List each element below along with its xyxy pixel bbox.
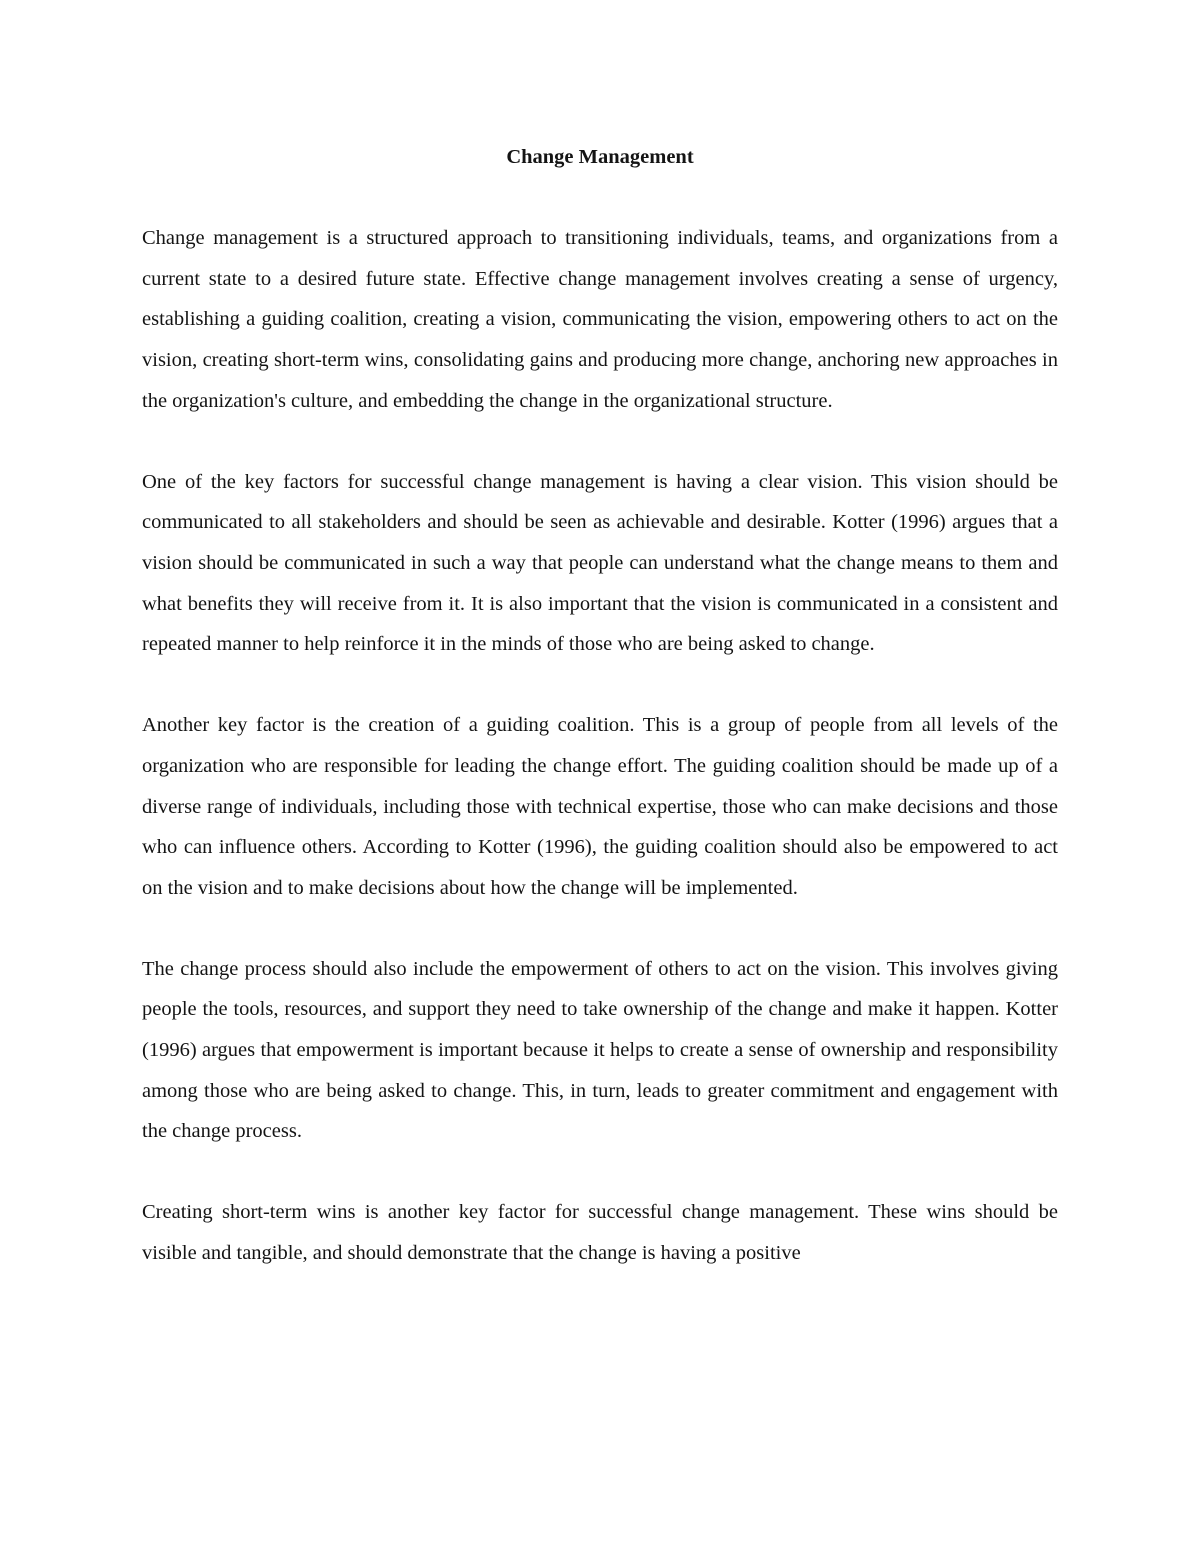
title-spacer [142, 178, 1058, 219]
document-body [142, 137, 1058, 1274]
paragraph-spacer [142, 421, 1058, 462]
paragraph-empowerment: The change process should also include the empowerment of others to act on the vision. This involves giving people the tools, resources, and support they need to take ownership of the change and make it happen. Kotter (1996) argues that empowerment is important because it helps to create a sense of ownership and responsibility among those who are being asked to change. This, in turn, leads to greater commitment and engagement with the change process. [142, 957, 1058, 1143]
paragraph-spacer [142, 1152, 1058, 1193]
paragraph-intro: Change management is a structured approach to transitioning individuals, teams, and organizations from a current state to a desired future state. Effective change management involves creating a sense of urgency, establishing a guiding coalition, creating a vision, communicating the vision, empowering others to act on the vision, creating short-term wins, consolidating gains and producing more change, anchoring new approaches in the organization's culture, and embedding the change in the organizational structure. [142, 227, 1058, 412]
paragraph-short-term-wins: Creating short-term wins is another key factor for successful change management. These wins should be visible and tangible, and should demonstrate that the change is having a positive [142, 1201, 1058, 1265]
paragraph-spacer [142, 908, 1058, 949]
paragraph-clear-vision: One of the key factors for successful change management is having a clear vision. This vision should be communicated to all stakeholders and should be seen as achievable and desirable. Kotter (1996) argues that a vision should be communicated in such a way that people can understand what the change means to them and what benefits they will receive from it. It is also important that the vision is communicated in a consistent and repeated manner to help reinforce it in the minds of those who are being asked to change. [142, 470, 1058, 656]
paragraph-guiding-coalition: Another key factor is the creation of a guiding coalition. This is a group of people from all levels of the organization who are responsible for leading the change effort. The guiding coalition should be made up of a diverse range of individuals, including those with technical expertise, those who can make decisions and those who can influence others. According to Kotter (1996), the guiding coalition should also be empowered to act on the vision and to make decisions about how the change will be implemented. [142, 714, 1058, 899]
paragraph-spacer [142, 665, 1058, 706]
document-title: Change Management [506, 146, 694, 168]
